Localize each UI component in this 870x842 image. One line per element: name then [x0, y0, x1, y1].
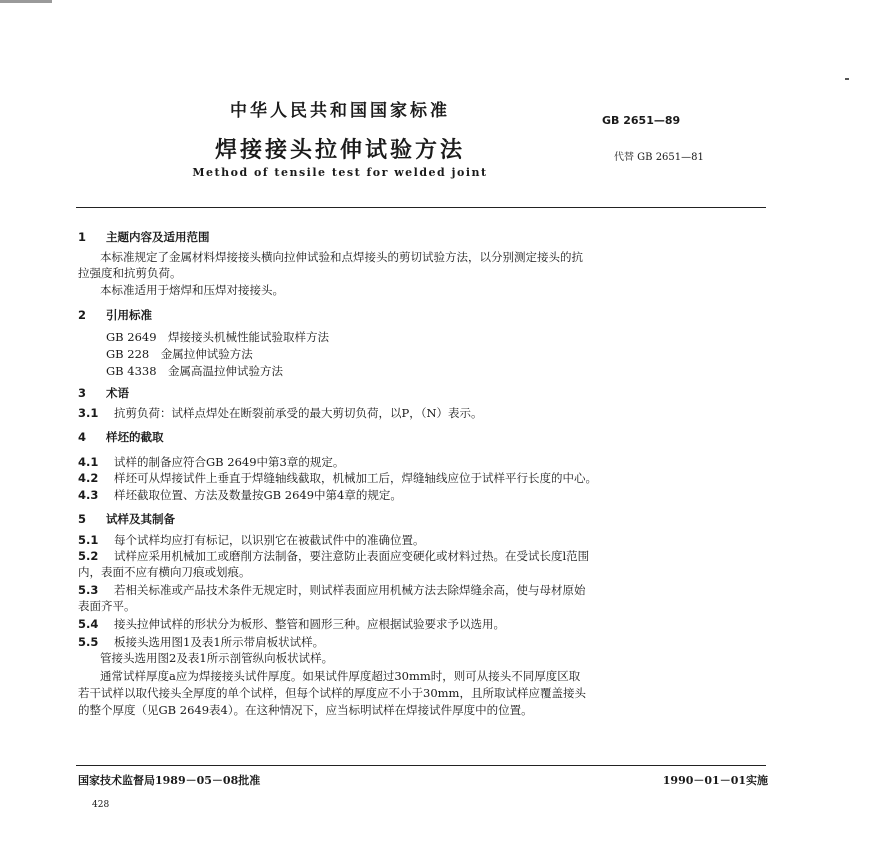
paragraph: 拉强度和抗剪负荷。 — [78, 266, 182, 280]
clause-text: 抗剪负荷：试样点焊处在断裂前承受的最大剪切负荷，以P，（N）表示。 — [114, 406, 483, 420]
clause-number: 5.2 — [78, 549, 99, 563]
section-heading-1 — [78, 230, 768, 245]
section-heading-2 — [78, 308, 768, 323]
clause-5-1 — [78, 533, 768, 548]
section-heading-5 — [78, 512, 768, 527]
clause-5-2 — [78, 549, 768, 564]
page-number: 428 — [92, 800, 110, 810]
section-title: 样坯的截取 — [106, 430, 164, 444]
clause-number: 5.3 — [78, 583, 99, 597]
paragraph: 本标准规定了金属材料焊接接头横向拉伸试验和点焊接头的剪切试验方法，以分别测定接头的抗 — [100, 250, 583, 264]
document-title: 焊接接头拉伸试验方法 — [214, 137, 465, 163]
clause-4-3 — [78, 488, 768, 503]
clause-text: 板接头选用图1及表1所示带肩板状试样。 — [114, 635, 325, 649]
header-rule — [76, 207, 766, 208]
clause-text: 试样的制备应符合GB 2649中第3章的规定。 — [114, 455, 345, 469]
clause-number: 4.2 — [78, 471, 99, 485]
section-number: 3 — [78, 386, 87, 400]
clause-text: 试样应采用机械加工或磨削方法制备，要注意防止表面应变硬化或材料过热。在受试长度l范围 — [114, 549, 590, 563]
clause-3-1 — [78, 406, 768, 421]
reference-item: GB 2649 焊接接头机械性能试验取样方法 — [106, 330, 330, 344]
standard-code: GB 2651—89 — [602, 114, 681, 127]
section-heading-4 — [78, 430, 768, 445]
clause-text: 接头拉伸试样的形状分为板形、整管和圆形三种。应根据试验要求予以选用。 — [114, 617, 505, 631]
reference-item: GB 4338 金属高温拉伸试验方法 — [106, 364, 284, 378]
clause-text: 的整个厚度（见GB 2649表4）。在这种情况下，应当标明试样在焊接试件厚度中的位置。 — [78, 703, 533, 717]
clause-text: 管接头选用图2及表1所示剖管纵向板状试样。 — [100, 651, 334, 665]
section-title: 主题内容及适用范围 — [106, 230, 210, 244]
section-number: 2 — [78, 308, 87, 322]
clause-number: 4.3 — [78, 488, 99, 502]
clause-text: 每个试样均应打有标记，以识别它在被截试件中的准确位置。 — [114, 533, 425, 547]
clause-4-2 — [78, 471, 768, 486]
clause-4-1 — [78, 455, 768, 470]
section-number: 5 — [78, 512, 87, 526]
section-heading-3 — [78, 386, 768, 401]
clause-number: 4.1 — [78, 455, 99, 469]
replaces-note: 代替 GB 2651—81 — [614, 152, 704, 163]
clause-5-5 — [78, 635, 768, 650]
section-number: 4 — [78, 430, 87, 444]
clause-number: 3.1 — [78, 406, 99, 420]
scan-speck — [845, 78, 849, 80]
section-number: 1 — [78, 230, 87, 244]
clause-text: 表面齐平。 — [78, 599, 136, 613]
clause-5-4 — [78, 617, 768, 632]
footer-rule — [76, 765, 766, 766]
clause-text: 若干试样以取代接头全厚度的单个试样，但每个试样的厚度应不小于30mm，且所取试样应覆盖接头 — [78, 686, 586, 700]
scan-edge-mark — [0, 0, 52, 3]
approval-date: 国家技术监督局1989－05－08批准 — [78, 774, 261, 787]
clause-number: 5.5 — [78, 635, 99, 649]
clause-text: 样坯截取位置、方法及数量按GB 2649中第4章的规定。 — [114, 488, 402, 502]
section-title: 试样及其制备 — [106, 512, 175, 526]
effective-date: 1990－01－01实施 — [662, 774, 768, 787]
reference-item: GB 228 金属拉伸试验方法 — [106, 347, 253, 361]
clause-text: 样坯可从焊接试件上垂直于焊缝轴线截取，机械加工后，焊缝轴线应位于试样平行长度的中心。 — [114, 471, 597, 485]
clause-text: 通常试样厚度a应为焊接接头试件厚度。如果试件厚度超过30mm时，则可从接头不同厚度区取 — [100, 669, 581, 683]
clause-5-3 — [78, 583, 768, 598]
clause-text: 内，表面不应有横向刀痕或划痕。 — [78, 565, 251, 579]
standard-name: 中华人民共和国国家标准 — [230, 101, 450, 121]
clause-number: 5.4 — [78, 617, 99, 631]
clause-text: 若相关标准或产品技术条件无规定时，则试样表面应用机械方法去除焊缝余高，使与母材原始 — [114, 583, 586, 597]
section-title: 引用标准 — [106, 308, 152, 322]
section-title: 术语 — [106, 386, 129, 400]
clause-number: 5.1 — [78, 533, 99, 547]
english-title: Method of tensile test for welded joint — [192, 166, 488, 179]
paragraph: 本标准适用于熔焊和压焊对接接头。 — [100, 283, 284, 297]
